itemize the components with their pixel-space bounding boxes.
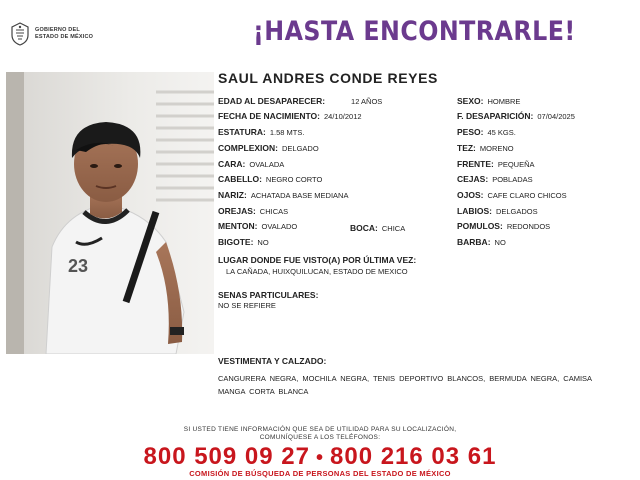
last-seen-label: LUGAR DONDE FUE VISTO(A) POR ÚLTIMA VEZ: [218,255,417,265]
field-face [218,159,284,169]
field-label: BIGOTE: [218,237,254,247]
phone-separator: • [315,447,324,469]
field-value: POBLADAS [492,175,533,184]
field-value: OVALADO [261,222,298,231]
field-value: 12 AÑOS [351,97,383,106]
field-value: 24/10/2012 [324,112,362,121]
headline: ¡HASTA ENCONTRARLE! [253,16,576,47]
field-mouth [350,223,405,233]
field-lips [457,206,538,216]
person-portrait-image [6,72,214,354]
field-label: FECHA DE NACIMIENTO: [218,111,320,121]
last-seen-value: LA CAÑADA, HUIXQUILUCAN, ESTADO DE MEXICO [226,267,408,276]
info-line-2: COMUNÍQUESE A LOS TELÉFONOS: [259,434,381,441]
field-label: MENTON: [218,221,258,231]
field-value: NO [257,238,269,247]
field-label: PESO: [457,127,484,137]
field-mustache [218,237,269,247]
field-beard [457,237,506,247]
government-logo [10,20,120,48]
marks-value: NO SE REFIERE [218,301,276,310]
field-value: OVALADA [249,160,285,169]
field-eyebrows [457,174,533,184]
field-value: DELGADO [281,144,319,153]
field-value: 1.58 MTS. [269,128,305,137]
field-label: BARBA: [457,237,491,247]
field-cheekbones [457,221,550,231]
field-forehead [457,159,535,169]
field-label: CARA: [218,159,246,169]
field-label: ESTATURA: [218,127,266,137]
field-label: F. DESAPARICIÓN: [457,111,534,121]
logo-text [35,27,93,41]
field-label: LABIOS: [457,206,492,216]
field-value: CHICAS [259,207,289,216]
svg-text:23: 23 [68,256,89,276]
field-weight [457,127,516,137]
field-label: CEJAS: [457,174,489,184]
state-crest-icon [10,22,30,46]
field-label: CABELLO: [218,174,262,184]
commission-name: COMISIÓN DE BÚSQUEDA DE PERSONAS DEL ESTADO DE MÉXICO [189,469,451,478]
phone-number-1[interactable]: 800 509 09 27 [143,443,310,470]
field-sex [457,96,520,106]
field-birthdate [218,111,362,121]
field-value: 07/04/2025 [537,112,575,121]
field-label: TEZ: [457,143,476,153]
field-build [218,143,319,153]
field-ears [218,206,288,216]
field-value: MORENO [479,144,514,153]
field-label: OREJAS: [218,206,256,216]
field-age [218,96,382,106]
field-value: PEQUEÑA [497,160,535,169]
phone-number-2[interactable]: 800 216 03 61 [330,443,497,470]
field-value: NO [494,238,506,247]
field-hair [218,174,322,184]
field-label: OJOS: [457,190,484,200]
field-value: HOMBRE [487,97,521,106]
clothing-value: CANGURERA NEGRA, MOCHILA NEGRA, TENIS DEPORTIVO BLANCOS, BERMUDA NEGRA, CAMISA MANGA CORTA BLANCA [218,374,592,396]
field-value: REDONDOS [506,222,551,231]
logo-line-1: GOBIERNO DEL [35,27,80,33]
field-label: BOCA: [350,223,378,233]
missing-person-photo [6,72,214,354]
marks-label: SENAS PARTICULARES: [218,290,319,300]
field-chin [218,221,297,231]
field-label: COMPLEXION: [218,143,278,153]
field-label: SEXO: [457,96,484,106]
clothing-label: VESTIMENTA Y CALZADO: [218,356,327,366]
field-value: CHICA [381,224,406,233]
field-label: POMULOS: [457,221,503,231]
field-value: ACHATADA BASE MEDIANA [250,191,349,200]
field-disappearance-date [457,111,575,121]
field-eyes [457,190,567,200]
field-label: NARIZ: [218,190,247,200]
field-value: CAFE CLARO CHICOS [487,191,567,200]
field-complexion [457,143,514,153]
person-name: SAUL ANDRES CONDE REYES [218,70,438,86]
logo-line-2: ESTADO DE MÉXICO [35,34,94,40]
field-nose [218,190,348,200]
field-value: NEGRO CORTO [265,175,323,184]
phone-numbers [0,443,640,471]
field-height [218,127,304,137]
field-label: FRENTE: [457,159,494,169]
info-line-1: SI USTED TIENE INFORMACIÓN QUE SEA DE UTILIDAD PARA SU LOCALIZACIÓN, [183,426,457,433]
field-value: 45 KGS. [487,128,516,137]
field-value: DELGADOS [495,207,538,216]
field-label: EDAD AL DESAPARECER: [218,96,326,106]
